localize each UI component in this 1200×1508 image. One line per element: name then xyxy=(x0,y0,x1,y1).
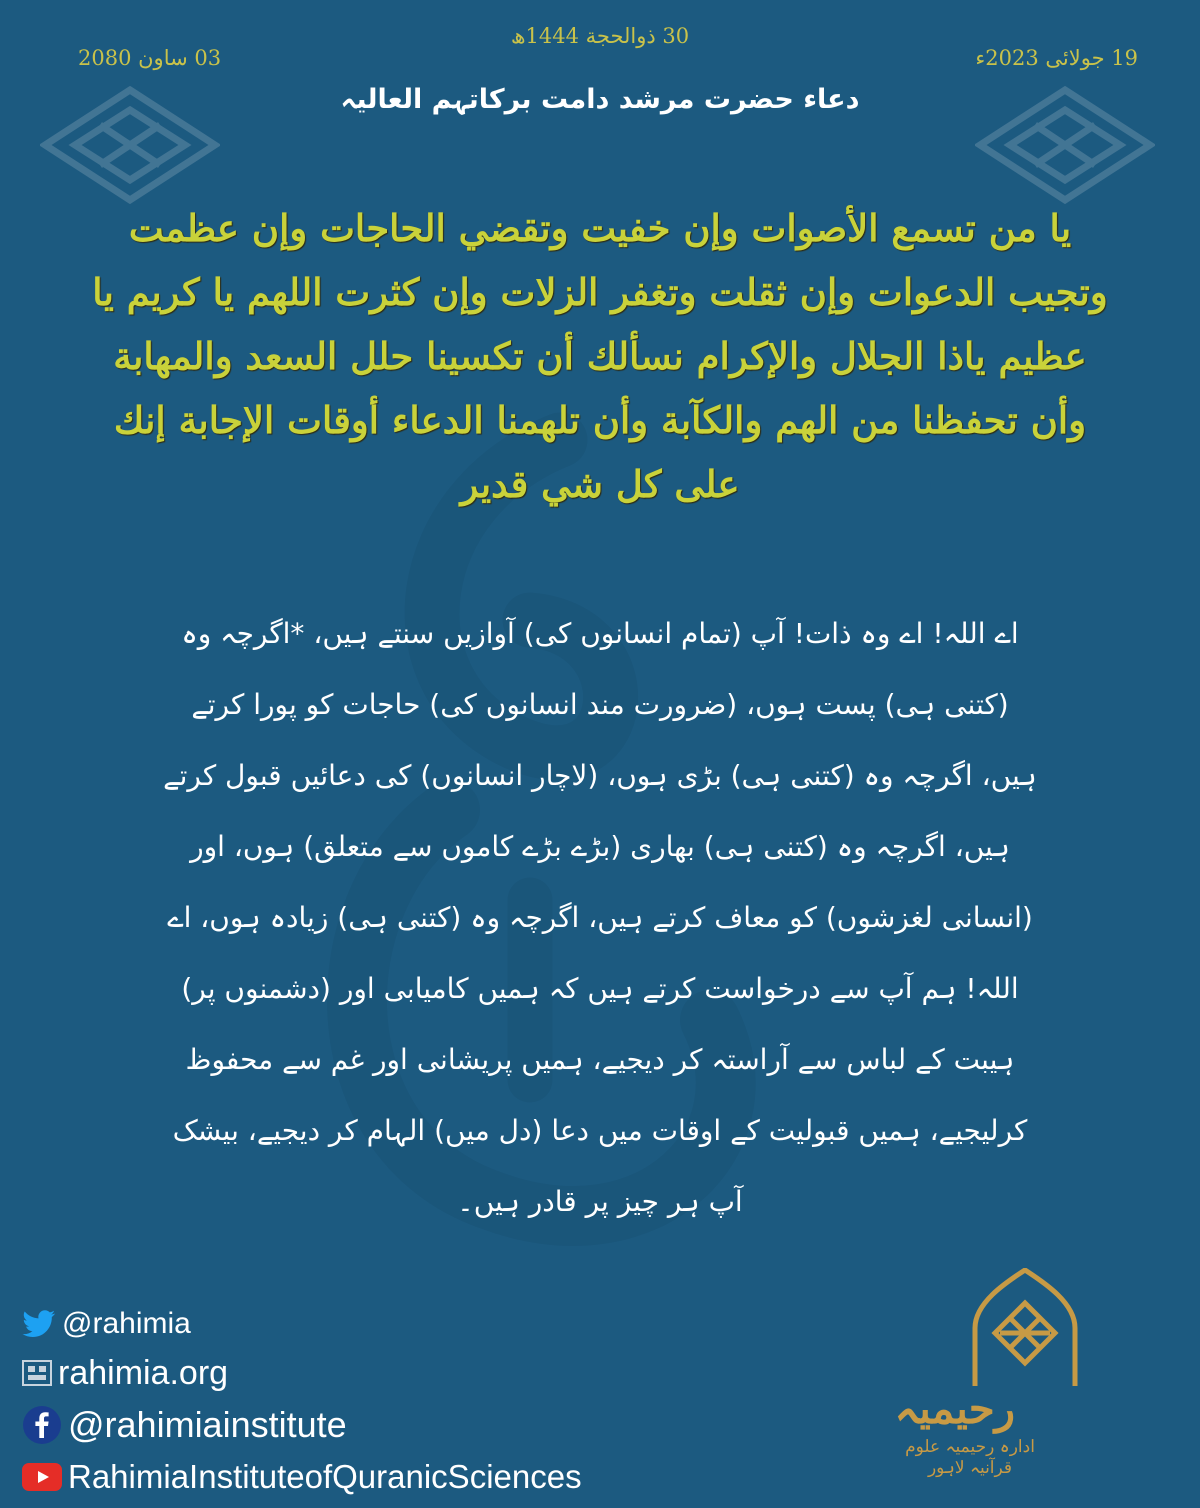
website-link[interactable] xyxy=(22,1352,582,1394)
bikrami-date: 03 ساون 2080 xyxy=(78,46,222,70)
urdu-translation-text: اے اللہ! اے وہ ذات! آپ (تمام انسانوں کی) آوازیں سنتے ہیں، *اگرچہ وہ (کتنی ہی) پست ہوں، (ضرورت مند انسانوں کی) حاجات کو پورا کرتے ہیں، اگرچہ وہ (کتنی ہی) بڑی ہوں، (لاچار انسانوں) کی دعائیں قبول کرتے ہیں، اگرچہ وہ (کتنی ہی) بھاری (بڑے بڑے کاموں سے متعلق) ہوں، اور (انسانی لغزشوں) کو معاف کرتے ہیں، اگرچہ وہ (کتنی ہی) زیادہ ہوں، اے اللہ! ہم آپ سے درخواست کرتے ہیں کہ ہمیں کامیابی اور (دشمنوں پر) ہیبت کے لباس سے آراستہ کر دیجیے، ہمیں پریشانی اور غم سے محفوظ کرلیجیے، ہمیں قبولیت کے اوقات میں دعا (دل میں) الہام کر دیجیے، بیشک آپ ہر چیز پر قادر ہیں۔ xyxy=(163,617,1037,1218)
youtube-link[interactable] xyxy=(22,1456,582,1498)
twitter-icon xyxy=(22,1310,56,1338)
facebook-link[interactable] xyxy=(22,1404,582,1446)
page-title: دعاء حضرت مرشد دامت برکاتہم العالیہ xyxy=(340,84,860,115)
gregorian-date: 19 جولائی 2023ء xyxy=(975,46,1138,70)
twitter-link[interactable] xyxy=(22,1306,582,1342)
arabic-dua-text: يا من تسمع الأصوات وإن خفيت وتقضي الحاجات وإن عظمت وتجيب الدعوات وإن ثقلت وتغفر الزلات وإن كثرت اللهم يا كريم يا عظيم ياذا الجلال والإكرام نسألك أن تكسينا حلل السعد والمهابة وأن تحفظنا من الهم والكآبة وأن تلهمنا الدعاء أوقات الإجابة إنك على كل شي قدير xyxy=(92,206,1108,506)
facebook-handle: @rahimiainstitute xyxy=(68,1404,347,1445)
facebook-icon xyxy=(22,1405,62,1445)
website-url: rahimia.org xyxy=(58,1353,229,1392)
logo-wordmark: رحیمیہ xyxy=(894,1384,1015,1433)
web-icon xyxy=(22,1360,52,1386)
youtube-icon xyxy=(22,1463,62,1491)
hijri-date: 30 ذوالحجة 1444ھ xyxy=(510,24,690,48)
social-links xyxy=(22,1306,582,1508)
youtube-channel: RahimiaInstituteofQuranicSciences xyxy=(68,1458,582,1495)
twitter-handle: @rahimia xyxy=(62,1307,191,1340)
logo-subtitle: ادارہ رحیمیہ علوم قرآنیہ لاہور xyxy=(905,1437,1035,1478)
